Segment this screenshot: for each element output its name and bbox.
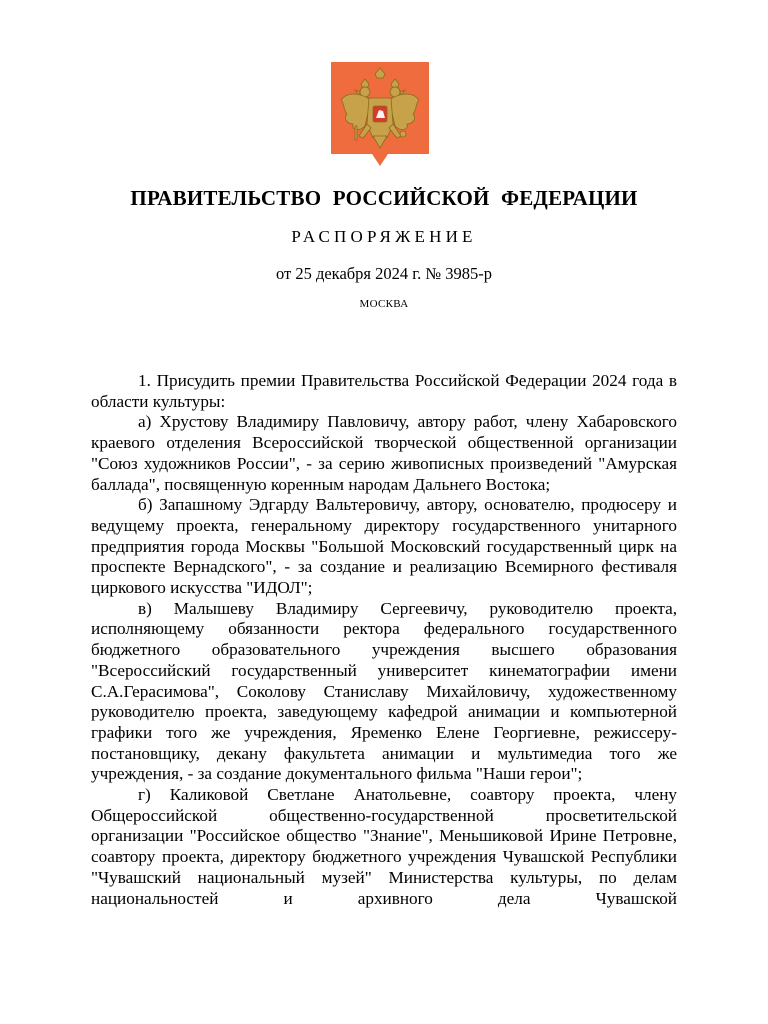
document-body [91, 371, 677, 909]
document-title: ПРАВИТЕЛЬСТВО РОССИЙСКОЙ ФЕДЕРАЦИИ [130, 186, 638, 210]
paragraph-item-b: б) Запашному Эдгарду Вальтеровичу, автору, основателю, продюсеру и ведущему проекта, генеральному директору государственного унитарного предприятия города Москвы "Большой Московский государственный цирк на проспекте Вернадского", - за создание и реализацию Всемирного фестиваля циркового искусства "ИДОЛ"; [91, 495, 677, 598]
document-date-number: от 25 декабря 2024 г. № 3985-р [275, 264, 493, 283]
paragraph-intro: 1. Присудить премии Правительства Российской Федерации 2024 года в области культуры: [91, 371, 677, 411]
paragraph-item-a: а) Хрустову Владимиру Павловичу, автору работ, члену Хабаровского краевого отделения Всероссийской творческой общественной организации "Союз художников России", - за серию живописных произведений "Амурская баллада", посвященную коренным народам Дальнего Востока; [91, 412, 677, 494]
paragraph-item-v: в) Малышеву Владимиру Сергеевичу, руководителю проекта, исполняющему обязанности ректора федерального государственного бюджетного образовательного учреждения высшего образования "Всероссийский государственный университет кинематографии имени С.А.Герасимова", Соколову Станиславу Михайловичу, художественному руководителю проекта, заведующему кафедрой анимации и компьютерной графики того же учреждения, Яременко Елене Георгиевне, режиссеру-постановщику, декану факультета анимации и мультимедиа того же учреждения, - за создание документального фильма "Наши герои"; [91, 598, 677, 784]
document-type: РАСПОРЯЖЕНИЕ [291, 227, 477, 246]
rider-shield-icon [373, 106, 387, 122]
coat-of-arms-emblem [331, 62, 429, 166]
document-city: МОСКВА [359, 298, 409, 310]
paragraph-item-g: г) Каликовой Светлане Анатольевне, соавтору проекта, члену Общероссийской общественно-государственной просветительской организации "Российское общество "Знание", Меньшиковой Ирине Петровне, соавтору проекта, директору бюджетного учреждения Чувашской Республики "Чувашский национальный музей" Министерства культуры, по делам национальностей и архивного дела Чувашской [91, 785, 677, 908]
